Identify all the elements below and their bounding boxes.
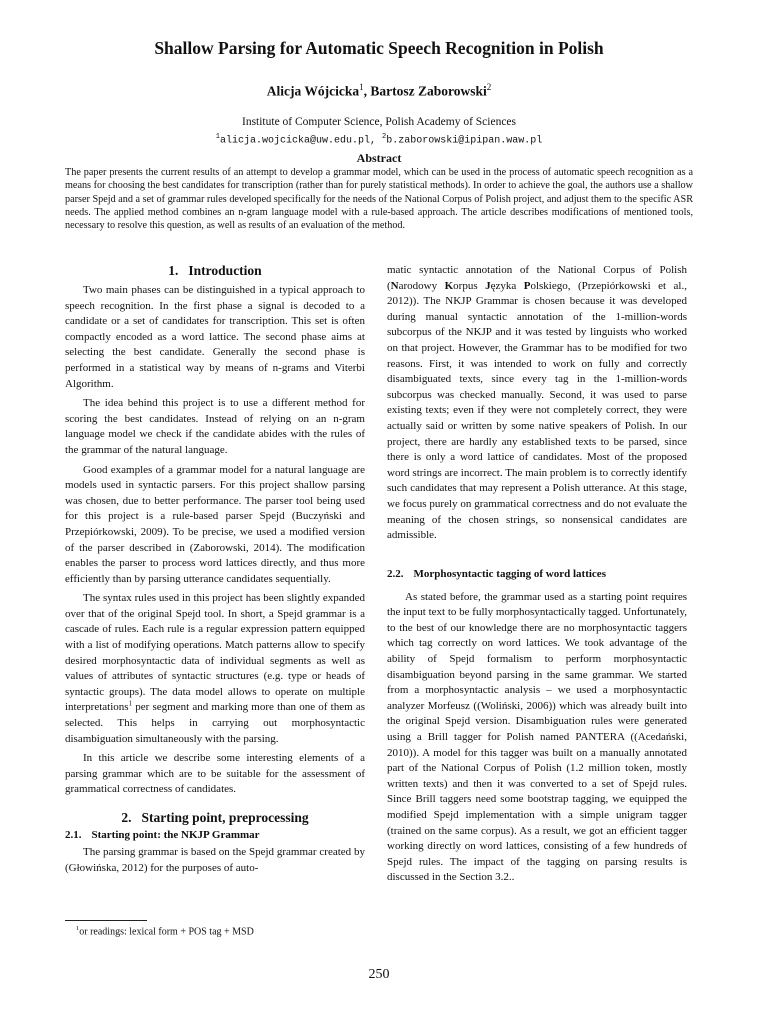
email-mark: 2 [382,133,387,141]
footnote-mark: 1 [76,925,80,932]
paragraph-text: per segment and marking more than one of them as selected. This helps in carrying out morphosyntactic disambiguation simultaneously with the parsing. [65,701,365,745]
email-line [0,133,758,146]
abstract-heading: Abstract [356,151,402,165]
footnote-rule [65,920,147,921]
section-heading-starting-point [65,810,365,826]
intro-paragraph: Two main phases can be distinguished in a typical approach to speech recognition. In the first phase a signal is decoded to a candidate or a set of candidates for transcription. This set is often compactly encoded as a word lattice. The second phase aims at selecting the best candidate. Generally the second phase is performed in a statistical way by means of n-grams and Viterbi Algorithm. [65,284,365,390]
page-number: 250 [368,967,390,982]
acronym-word: orpus [453,279,486,292]
acronym-letter: P [523,279,531,292]
paper-title: Shallow Parsing for Automatic Speech Recognition in Polish [154,38,604,58]
affiliation: Institute of Computer Science, Polish Academy of Sciences [241,116,517,128]
right-column [387,263,687,886]
nkjp-expansion [391,280,568,292]
subsection-heading-nkjp-grammar [65,829,365,841]
section-heading-introduction [65,263,365,279]
intro-paragraph: In this article we describe some interesting elements of a parsing grammar which are to be suitable for the assessment of grammatical correctness of candidates. [65,752,365,796]
subsection-title: Morphosyntactic tagging of word lattices [413,567,606,580]
author-line [0,82,758,100]
left-column [65,263,365,876]
section-title: Introduction [188,263,262,278]
section-number: 1. [168,263,179,278]
subsection-number: 2.2. [387,567,404,580]
acronym-letter: K [444,279,454,292]
affiliation-mark: 2 [486,82,492,92]
intro-paragraph: The idea behind this project is to use a different method for scoring the best candidates. Instead of relying on an n-gram language model we check if the candidate abides with the rules of the grammar of the natural language. [65,397,365,456]
section-paragraph: The parsing grammar is based on the Spejd grammar created by (Głowińska, 2012) for the purposes of auto- [65,846,365,874]
email-address: b.zaborowski@ipipan.waw.pl [386,135,543,147]
subsection-heading-morphosyntactic-tagging [387,568,687,580]
paragraph-text: The syntax rules used in this project has been slightly expanded over that of the original Spejd tool. In short, a Spejd grammar is a cascade of rules. Each rule is a regular expression pattern equipped with a list of modifying operations. Match patterns allow to specify desired morphosyntactic data of individual segments as well as values of attributes of syntactic structures (e.g. type or heads of syntactic groups). The data model allows to operate on multiple interpretations [65,592,365,714]
subsection-number: 2.1. [65,829,82,841]
section-number: 2. [121,810,132,825]
footnote [76,925,254,937]
author-name: Alicja Wójcicka [266,83,360,99]
paragraph-text: matic syntactic annotation of the National Corpus of Polish ( [387,264,687,292]
email-address: alicja.wojcicka@uw.edu.pl [219,135,370,147]
section-paragraph-continued [387,263,687,544]
author-separator: , [363,83,371,99]
intro-paragraph: Good examples of a grammar model for a natural language are models used in syntactic parsers. For this project shallow parsing was chosen, due to better performance. The parser tool being used for this project is a rule-based parser Spejd (Buczyński and Przepiórkowski, 2009). To be precise, we used a modified version of the parser described in (Zaborowski, 2014). The modification enables the parser to process word lattices directly, and thus more efficiently than by parsing utterance candidates sequentially. [65,463,365,585]
paragraph-text: , (Przepiórkowski et al., 2012)). The NKJP Grammar is chosen because it was developed during manual syntactic annotation of the 1-million-words subcorpus of the NKJP and it was tested by linguists who worked on that project. However, the Grammar has to be modified for two reasons. First, it was intended to work on fully and correctly disambiguated texts, since every tag in the 1-million-words subcorpus was checked manually. Second, it was used to parse existing texts; even if they were not completely correct, they were actually said or written by some native speakers of Polish. In our project, there are hardly any established texts to be parsed, since there is only a word lattice of candidates. Most of the proposed word strings are incorrect. The main problem is to correctly identify such candidates that may represent a Polish utterance. At this stage, we focus purely on grammatical correctness and do not evaluate the meaning of the chosen strings, so nonsensical candidates are admissible. [387,279,687,542]
acronym-word: ęzyka [490,279,524,292]
subsection-title: Starting point: the NKJP Grammar [91,829,260,841]
acronym-word: arodowy [398,279,445,292]
intro-paragraph [65,591,365,747]
section-title: Starting point, preprocessing [141,810,309,825]
footnote-mark: 1 [128,699,133,708]
affiliation-mark: 1 [359,82,364,92]
acronym-letter: N [390,279,399,292]
author-name: Bartosz Zaborowski [370,83,487,99]
abstract-text: The paper presents the current results of an attempt to develop a grammar model, which can be used in the process of automatic speech recognition as a means for choosing the best candidates for transcription (rather than for purely statistical methods). In order to achieve the goal, the authors use a shallow parser Spejd and a set of grammar rules developed specifically for the needs of the National Corpus of Polish project, and adjust them to the specific ASR needs. The applied method combines an n-gram language model with a rule-based approach. The article describes modifications of mentioned tools, necessary to resolve this question, as well as results of an evaluation of the method. [65,167,693,232]
email-mark: 1 [215,133,220,141]
email-separator: , [369,135,382,147]
acronym-letter: J [485,279,491,292]
section-paragraph: As stated before, the grammar used as a starting point requires the input text to be fully morphosyntactically tagged. Unfortunately, to the best of our knowledge there are no morphosyntactic taggers which tag correctly on word lattices. We took advantage of the ability of Spejd formalism to perform morphosyntactic disambiguation beyond parsing in the same grammar. We started from a morphosyntactic analysis – we used a morphosyntactic analyzer Morfeusz ((Woliński, 2006)) which was already built into the original Spejd version. Disambiguation rules were generated using a Brill tagger for Polish named PANTERA ((Acedański, 2010)). A model for this tagger was built on a manually annotated part of the National Corpus of Polish (1.2 million token, mostly written texts) and then it was converted to a set of Spejd rules. Since Brill taggers need some bootstrap tagging, we equipped the modified Spejd implementation with a simple unigram tagger (trained on the same corpus). As a result, we got an efficient tagger working directly on word lattices, consisting of a few hundreds of Spejd rules. The impact of the tagging on parsing results is discussed in the Section 3.2.. [387,590,687,884]
footnote-text: or readings: lexical form + POS tag + MSD [79,926,254,938]
acronym-word: olskiego [530,279,568,292]
